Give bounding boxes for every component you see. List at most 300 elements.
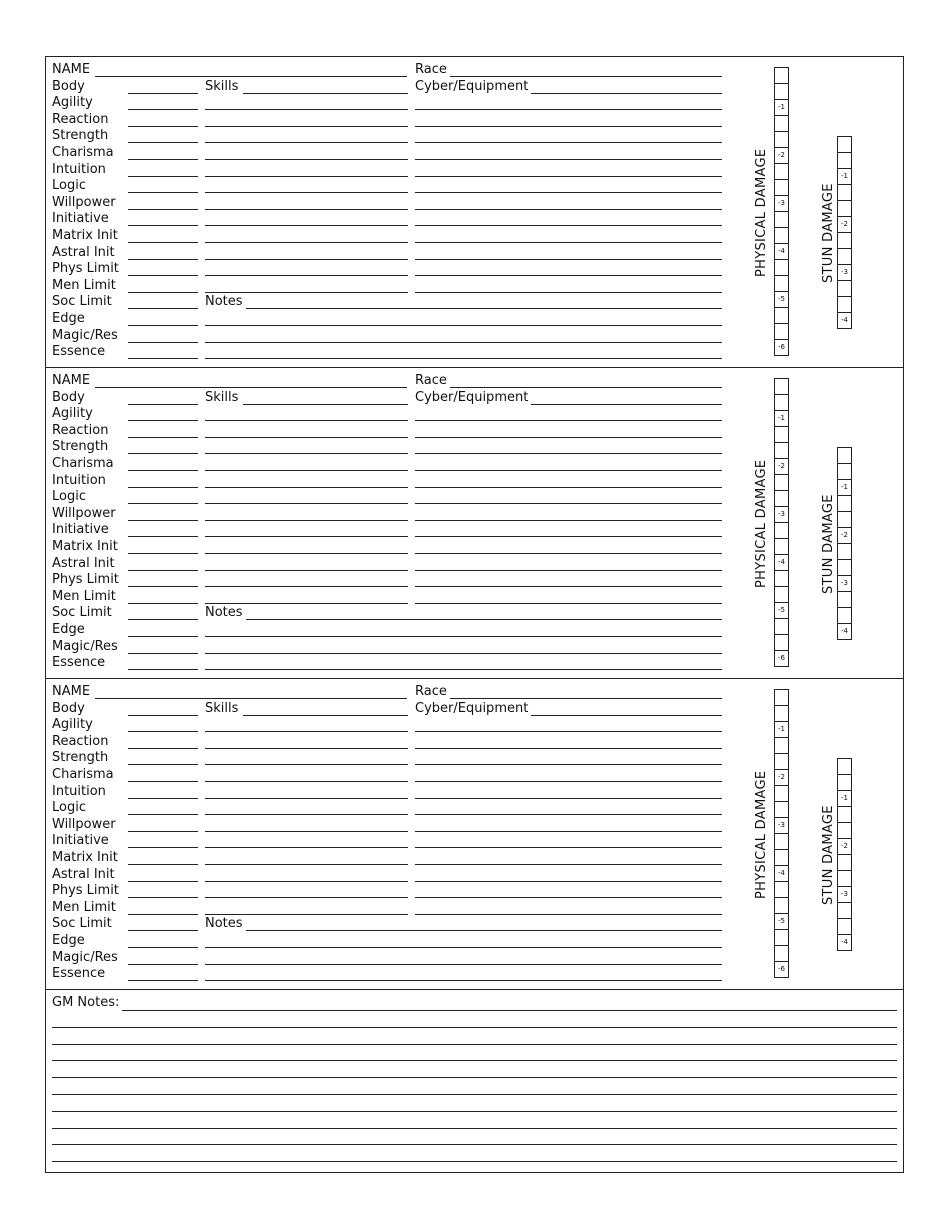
stun-damage-box[interactable] bbox=[838, 823, 851, 839]
stun-damage-box[interactable] bbox=[838, 528, 851, 544]
cyber-line[interactable] bbox=[415, 764, 722, 765]
cyber-line[interactable] bbox=[415, 520, 722, 521]
skill-line[interactable] bbox=[205, 259, 408, 260]
cyber-line[interactable] bbox=[415, 748, 722, 749]
attribute-label: Agility bbox=[52, 717, 93, 733]
skill-line[interactable] bbox=[205, 781, 408, 782]
attribute-value-field[interactable] bbox=[128, 503, 198, 504]
wound-modifier-label: -5 bbox=[778, 295, 785, 303]
notes-line[interactable] bbox=[205, 980, 722, 981]
stun-damage-box[interactable] bbox=[838, 249, 851, 265]
physical-damage-box[interactable] bbox=[775, 132, 788, 148]
physical-damage-box[interactable] bbox=[775, 555, 788, 571]
attribute-value-field[interactable] bbox=[128, 259, 198, 260]
wound-modifier-label: -4 bbox=[841, 938, 848, 946]
skill-line[interactable] bbox=[205, 159, 408, 160]
attribute-value-field[interactable] bbox=[128, 831, 198, 832]
attribute-value-field[interactable] bbox=[128, 586, 198, 587]
cyber-line[interactable] bbox=[415, 798, 722, 799]
attribute-value-field[interactable] bbox=[128, 897, 198, 898]
attribute-label: Astral Init bbox=[52, 244, 115, 260]
physical-damage-box[interactable] bbox=[775, 228, 788, 244]
physical-damage-box[interactable] bbox=[775, 882, 788, 898]
attribute-label: Charisma bbox=[52, 145, 114, 160]
attribute-value-field[interactable] bbox=[128, 275, 198, 276]
cyber-line[interactable] bbox=[415, 420, 722, 421]
skill-line[interactable] bbox=[205, 242, 408, 243]
attribute-value-field[interactable] bbox=[128, 653, 198, 654]
notes-field[interactable] bbox=[246, 308, 722, 309]
notes-line[interactable] bbox=[205, 636, 722, 637]
physical-damage-box[interactable] bbox=[775, 411, 788, 427]
cyber-field[interactable] bbox=[531, 715, 722, 716]
gm-notes-line[interactable] bbox=[52, 1060, 897, 1061]
physical-damage-box[interactable] bbox=[775, 619, 788, 635]
physical-damage-box[interactable] bbox=[775, 379, 788, 395]
attribute-label: Magic/Res bbox=[52, 949, 118, 965]
attribute-label: Essence bbox=[52, 344, 106, 360]
physical-damage-box[interactable] bbox=[775, 491, 788, 507]
cyber-line[interactable] bbox=[415, 553, 722, 554]
wound-modifier-label: -2 bbox=[841, 531, 848, 539]
attribute-label: Willpower bbox=[52, 816, 116, 832]
stun-damage-box[interactable] bbox=[838, 512, 851, 528]
notes-line[interactable] bbox=[205, 964, 722, 965]
stun-damage-box[interactable] bbox=[838, 839, 851, 855]
cyber-line[interactable] bbox=[415, 159, 722, 160]
physical-damage-box[interactable] bbox=[775, 834, 788, 850]
physical-damage-box[interactable] bbox=[775, 802, 788, 818]
physical-damage-box[interactable] bbox=[775, 930, 788, 946]
attribute-label: Soc Limit bbox=[52, 294, 112, 310]
skill-line[interactable] bbox=[205, 798, 408, 799]
skill-line[interactable] bbox=[205, 520, 408, 521]
stun-damage-box[interactable] bbox=[838, 169, 851, 185]
skill-line[interactable] bbox=[205, 586, 408, 587]
race-field[interactable] bbox=[450, 76, 722, 77]
notes-field[interactable] bbox=[246, 930, 722, 931]
stun-damage-box[interactable] bbox=[838, 217, 851, 233]
stun-damage-box[interactable] bbox=[838, 201, 851, 217]
attribute-value-field[interactable] bbox=[128, 881, 198, 882]
physical-damage-track bbox=[774, 378, 789, 667]
attribute-label: Strength bbox=[52, 128, 109, 144]
attribute-value-field[interactable] bbox=[128, 242, 198, 243]
physical-damage-box[interactable] bbox=[775, 914, 788, 930]
attribute-value-field[interactable] bbox=[128, 715, 198, 716]
physical-damage-box[interactable] bbox=[775, 818, 788, 834]
attribute-value-field[interactable] bbox=[128, 553, 198, 554]
skill-line[interactable] bbox=[205, 275, 408, 276]
physical-damage-box[interactable] bbox=[775, 148, 788, 164]
stun-damage-box[interactable] bbox=[838, 592, 851, 608]
attribute-label: Logic bbox=[52, 178, 86, 194]
cyber-line[interactable] bbox=[415, 225, 722, 226]
attribute-label: Magic/Res bbox=[52, 638, 118, 654]
attribute-value-field[interactable] bbox=[128, 636, 198, 637]
physical-damage-box[interactable] bbox=[775, 651, 788, 667]
skill-line[interactable] bbox=[205, 126, 408, 127]
attribute-value-field[interactable] bbox=[128, 159, 198, 160]
attribute-value-field[interactable] bbox=[128, 308, 198, 309]
stun-damage-track bbox=[837, 136, 852, 329]
skill-line[interactable] bbox=[205, 487, 408, 488]
attribute-value-field[interactable] bbox=[128, 453, 198, 454]
cyber-line[interactable] bbox=[415, 781, 722, 782]
wound-modifier-label: -1 bbox=[778, 103, 785, 111]
attribute-value-field[interactable] bbox=[128, 814, 198, 815]
attribute-value-field[interactable] bbox=[128, 420, 198, 421]
physical-damage-box[interactable] bbox=[775, 690, 788, 706]
cyber-line[interactable] bbox=[415, 126, 722, 127]
gm-notes-line[interactable] bbox=[52, 1094, 897, 1095]
wound-modifier-label: -4 bbox=[778, 869, 785, 877]
skill-line[interactable] bbox=[205, 748, 408, 749]
skills-field[interactable] bbox=[243, 715, 408, 716]
attribute-value-field[interactable] bbox=[128, 570, 198, 571]
physical-damage-box[interactable] bbox=[775, 754, 788, 770]
attribute-value-field[interactable] bbox=[128, 487, 198, 488]
gm-notes-line[interactable] bbox=[52, 1027, 897, 1028]
stun-damage-box[interactable] bbox=[838, 265, 851, 281]
physical-damage-box[interactable] bbox=[775, 180, 788, 196]
physical-damage-box[interactable] bbox=[775, 770, 788, 786]
stun-damage-box[interactable] bbox=[838, 153, 851, 169]
gm-notes-field[interactable] bbox=[122, 1010, 897, 1011]
attribute-label: Willpower bbox=[52, 505, 116, 521]
cyber-line[interactable] bbox=[415, 897, 722, 898]
attribute-label: Matrix Init bbox=[52, 228, 118, 243]
attribute-label: Edge bbox=[52, 933, 85, 948]
physical-damage-box[interactable] bbox=[775, 196, 788, 212]
stun-damage-box[interactable] bbox=[838, 871, 851, 887]
physical-damage-box[interactable] bbox=[775, 587, 788, 603]
wound-modifier-label: -3 bbox=[841, 890, 848, 898]
cyber-line[interactable] bbox=[415, 453, 722, 454]
skill-line[interactable] bbox=[205, 503, 408, 504]
physical-damage-box[interactable] bbox=[775, 962, 788, 978]
stun-damage-box[interactable] bbox=[838, 281, 851, 297]
attribute-value-field[interactable] bbox=[128, 93, 198, 94]
wound-modifier-label: -4 bbox=[841, 316, 848, 324]
cyber-field[interactable] bbox=[531, 93, 722, 94]
attribute-value-field[interactable] bbox=[128, 176, 198, 177]
attribute-label: Matrix Init bbox=[52, 850, 118, 865]
cyber-line[interactable] bbox=[415, 192, 722, 193]
physical-damage-track bbox=[774, 689, 789, 978]
attribute-value-field[interactable] bbox=[128, 225, 198, 226]
skill-line[interactable] bbox=[205, 420, 408, 421]
stun-damage-title: STUN DAMAGE bbox=[821, 183, 836, 283]
attribute-label: Intuition bbox=[52, 783, 106, 799]
gm-notes-line[interactable] bbox=[52, 1044, 897, 1045]
attribute-label: Body bbox=[52, 78, 85, 94]
wound-modifier-label: -3 bbox=[841, 268, 848, 276]
attribute-value-field[interactable] bbox=[128, 847, 198, 848]
attribute-label: Body bbox=[52, 700, 85, 716]
cyber-line[interactable] bbox=[415, 814, 722, 815]
physical-damage-box[interactable] bbox=[775, 212, 788, 228]
cyber-line[interactable] bbox=[415, 292, 722, 293]
attribute-value-field[interactable] bbox=[128, 748, 198, 749]
physical-damage-box[interactable] bbox=[775, 443, 788, 459]
physical-damage-title: PHYSICAL DAMAGE bbox=[754, 459, 769, 588]
notes-line[interactable] bbox=[205, 947, 722, 948]
physical-damage-box[interactable] bbox=[775, 324, 788, 340]
attribute-label: Men Limit bbox=[52, 899, 116, 915]
physical-damage-box[interactable] bbox=[775, 635, 788, 651]
stun-damage-title: STUN DAMAGE bbox=[821, 494, 836, 594]
attribute-value-field[interactable] bbox=[128, 292, 198, 293]
attribute-value-field[interactable] bbox=[128, 798, 198, 799]
skill-line[interactable] bbox=[205, 847, 408, 848]
attribute-value-field[interactable] bbox=[128, 142, 198, 143]
physical-damage-box[interactable] bbox=[775, 946, 788, 962]
physical-damage-box[interactable] bbox=[775, 116, 788, 132]
stun-damage-box[interactable] bbox=[838, 313, 851, 329]
wound-modifier-label: -2 bbox=[778, 773, 785, 781]
attribute-value-field[interactable] bbox=[128, 731, 198, 732]
wound-modifier-label: -6 bbox=[778, 343, 785, 351]
attribute-value-field[interactable] bbox=[128, 342, 198, 343]
skill-line[interactable] bbox=[205, 553, 408, 554]
cyber-line[interactable] bbox=[415, 603, 722, 604]
cyber-label: Cyber/Equipment bbox=[415, 78, 529, 94]
skills-field[interactable] bbox=[243, 404, 408, 405]
cyber-line[interactable] bbox=[415, 209, 722, 210]
attribute-value-field[interactable] bbox=[128, 437, 198, 438]
wound-modifier-label: -5 bbox=[778, 606, 785, 614]
cyber-line[interactable] bbox=[415, 914, 722, 915]
attribute-value-field[interactable] bbox=[128, 109, 198, 110]
attribute-value-field[interactable] bbox=[128, 192, 198, 193]
physical-damage-box[interactable] bbox=[775, 292, 788, 308]
attribute-label: Agility bbox=[52, 406, 93, 422]
attribute-value-field[interactable] bbox=[128, 964, 198, 965]
cyber-line[interactable] bbox=[415, 176, 722, 177]
physical-damage-box[interactable] bbox=[775, 722, 788, 738]
gm-notes-line[interactable] bbox=[52, 1111, 897, 1112]
physical-damage-box[interactable] bbox=[775, 738, 788, 754]
cyber-line[interactable] bbox=[415, 881, 722, 882]
skill-line[interactable] bbox=[205, 914, 408, 915]
stun-damage-box[interactable] bbox=[838, 608, 851, 624]
cyber-line[interactable] bbox=[415, 536, 722, 537]
cyber-line[interactable] bbox=[415, 487, 722, 488]
attribute-value-field[interactable] bbox=[128, 358, 198, 359]
stun-damage-box[interactable] bbox=[838, 791, 851, 807]
attribute-value-field[interactable] bbox=[128, 536, 198, 537]
stun-damage-box[interactable] bbox=[838, 544, 851, 560]
skill-line[interactable] bbox=[205, 142, 408, 143]
stun-damage-box[interactable] bbox=[838, 137, 851, 153]
cyber-line[interactable] bbox=[415, 242, 722, 243]
physical-damage-box[interactable] bbox=[775, 898, 788, 914]
cyber-line[interactable] bbox=[415, 142, 722, 143]
physical-damage-box[interactable] bbox=[775, 603, 788, 619]
stun-damage-box[interactable] bbox=[838, 807, 851, 823]
physical-damage-box[interactable] bbox=[775, 100, 788, 116]
gm-notes-line[interactable] bbox=[52, 1128, 897, 1129]
attribute-value-field[interactable] bbox=[128, 947, 198, 948]
attribute-value-field[interactable] bbox=[128, 930, 198, 931]
wound-modifier-label: -3 bbox=[841, 579, 848, 587]
skill-line[interactable] bbox=[205, 881, 408, 882]
attribute-value-field[interactable] bbox=[128, 781, 198, 782]
physical-damage-box[interactable] bbox=[775, 84, 788, 100]
notes-line[interactable] bbox=[205, 653, 722, 654]
skill-line[interactable] bbox=[205, 764, 408, 765]
skill-line[interactable] bbox=[205, 864, 408, 865]
wound-modifier-label: -6 bbox=[778, 654, 785, 662]
gm-notes-line[interactable] bbox=[52, 1161, 897, 1162]
stun-damage-box[interactable] bbox=[838, 448, 851, 464]
attribute-value-field[interactable] bbox=[128, 603, 198, 604]
attribute-value-field[interactable] bbox=[128, 864, 198, 865]
cyber-line[interactable] bbox=[415, 731, 722, 732]
physical-damage-box[interactable] bbox=[775, 244, 788, 260]
skill-line[interactable] bbox=[205, 292, 408, 293]
skill-line[interactable] bbox=[205, 453, 408, 454]
attribute-label: Initiative bbox=[52, 211, 109, 227]
attribute-value-field[interactable] bbox=[128, 764, 198, 765]
attribute-value-field[interactable] bbox=[128, 619, 198, 620]
attribute-value-field[interactable] bbox=[128, 980, 198, 981]
stun-damage-box[interactable] bbox=[838, 185, 851, 201]
stun-damage-box[interactable] bbox=[838, 855, 851, 871]
cyber-line[interactable] bbox=[415, 831, 722, 832]
stun-damage-box[interactable] bbox=[838, 935, 851, 951]
physical-damage-box[interactable] bbox=[775, 539, 788, 555]
skill-line[interactable] bbox=[205, 192, 408, 193]
wound-modifier-label: -1 bbox=[841, 483, 848, 491]
cyber-line[interactable] bbox=[415, 864, 722, 865]
attribute-label: Edge bbox=[52, 311, 85, 326]
cyber-line[interactable] bbox=[415, 847, 722, 848]
attribute-label: Charisma bbox=[52, 767, 114, 782]
physical-damage-box[interactable] bbox=[775, 475, 788, 491]
cyber-line[interactable] bbox=[415, 275, 722, 276]
physical-damage-box[interactable] bbox=[775, 308, 788, 324]
stun-damage-box[interactable] bbox=[838, 775, 851, 791]
physical-damage-box[interactable] bbox=[775, 706, 788, 722]
attribute-value-field[interactable] bbox=[128, 126, 198, 127]
physical-damage-box[interactable] bbox=[775, 276, 788, 292]
attribute-value-field[interactable] bbox=[128, 209, 198, 210]
attribute-value-field[interactable] bbox=[128, 325, 198, 326]
physical-damage-box[interactable] bbox=[775, 571, 788, 587]
cyber-line[interactable] bbox=[415, 259, 722, 260]
attribute-label: Matrix Init bbox=[52, 539, 118, 554]
skills-field[interactable] bbox=[243, 93, 408, 94]
cyber-line[interactable] bbox=[415, 470, 722, 471]
attribute-value-field[interactable] bbox=[128, 669, 198, 670]
cyber-line[interactable] bbox=[415, 503, 722, 504]
physical-damage-box[interactable] bbox=[775, 427, 788, 443]
physical-damage-box[interactable] bbox=[775, 866, 788, 882]
notes-field[interactable] bbox=[246, 619, 722, 620]
cyber-line[interactable] bbox=[415, 586, 722, 587]
attribute-label: Phys Limit bbox=[52, 883, 119, 899]
skill-line[interactable] bbox=[205, 814, 408, 815]
attribute-label: Strength bbox=[52, 439, 109, 455]
name-label: NAME bbox=[52, 684, 91, 699]
cyber-line[interactable] bbox=[415, 109, 722, 110]
stun-damage-box[interactable] bbox=[838, 496, 851, 512]
skill-line[interactable] bbox=[205, 570, 408, 571]
stun-damage-box[interactable] bbox=[838, 560, 851, 576]
physical-damage-box[interactable] bbox=[775, 260, 788, 276]
physical-damage-box[interactable] bbox=[775, 164, 788, 180]
physical-damage-box[interactable] bbox=[775, 507, 788, 523]
skill-line[interactable] bbox=[205, 109, 408, 110]
skill-line[interactable] bbox=[205, 731, 408, 732]
attribute-value-field[interactable] bbox=[128, 404, 198, 405]
stun-damage-box[interactable] bbox=[838, 887, 851, 903]
attribute-value-field[interactable] bbox=[128, 520, 198, 521]
notes-line[interactable] bbox=[205, 669, 722, 670]
cyber-line[interactable] bbox=[415, 437, 722, 438]
stun-damage-box[interactable] bbox=[838, 759, 851, 775]
skill-line[interactable] bbox=[205, 176, 408, 177]
name-field[interactable] bbox=[95, 698, 407, 699]
stun-damage-box[interactable] bbox=[838, 480, 851, 496]
physical-damage-title: PHYSICAL DAMAGE bbox=[754, 770, 769, 899]
physical-damage-box[interactable] bbox=[775, 395, 788, 411]
stun-damage-box[interactable] bbox=[838, 624, 851, 640]
skill-line[interactable] bbox=[205, 209, 408, 210]
skill-line[interactable] bbox=[205, 470, 408, 471]
stun-damage-track bbox=[837, 447, 852, 640]
race-field[interactable] bbox=[450, 387, 722, 388]
notes-line[interactable] bbox=[205, 358, 722, 359]
attribute-value-field[interactable] bbox=[128, 470, 198, 471]
stun-damage-box[interactable] bbox=[838, 297, 851, 313]
name-field[interactable] bbox=[95, 76, 407, 77]
attribute-label: Edge bbox=[52, 622, 85, 637]
skill-line[interactable] bbox=[205, 831, 408, 832]
gm-notes-line[interactable] bbox=[52, 1077, 897, 1078]
notes-line[interactable] bbox=[205, 325, 722, 326]
skill-line[interactable] bbox=[205, 536, 408, 537]
stun-damage-box[interactable] bbox=[838, 903, 851, 919]
skill-line[interactable] bbox=[205, 225, 408, 226]
attribute-value-field[interactable] bbox=[128, 914, 198, 915]
skill-line[interactable] bbox=[205, 897, 408, 898]
race-field[interactable] bbox=[450, 698, 722, 699]
notes-line[interactable] bbox=[205, 342, 722, 343]
stun-damage-box[interactable] bbox=[838, 233, 851, 249]
stun-damage-box[interactable] bbox=[838, 576, 851, 592]
skill-line[interactable] bbox=[205, 603, 408, 604]
attribute-label: Men Limit bbox=[52, 277, 116, 293]
cyber-line[interactable] bbox=[415, 570, 722, 571]
skill-line[interactable] bbox=[205, 437, 408, 438]
physical-damage-box[interactable] bbox=[775, 68, 788, 84]
physical-damage-box[interactable] bbox=[775, 786, 788, 802]
name-field[interactable] bbox=[95, 387, 407, 388]
physical-damage-box[interactable] bbox=[775, 459, 788, 475]
physical-damage-box[interactable] bbox=[775, 850, 788, 866]
cyber-field[interactable] bbox=[531, 404, 722, 405]
gm-notes-line[interactable] bbox=[52, 1144, 897, 1145]
stun-damage-box[interactable] bbox=[838, 464, 851, 480]
stun-damage-box[interactable] bbox=[838, 919, 851, 935]
physical-damage-box[interactable] bbox=[775, 340, 788, 356]
attribute-label: Essence bbox=[52, 655, 106, 671]
physical-damage-box[interactable] bbox=[775, 523, 788, 539]
attribute-label: Charisma bbox=[52, 456, 114, 471]
